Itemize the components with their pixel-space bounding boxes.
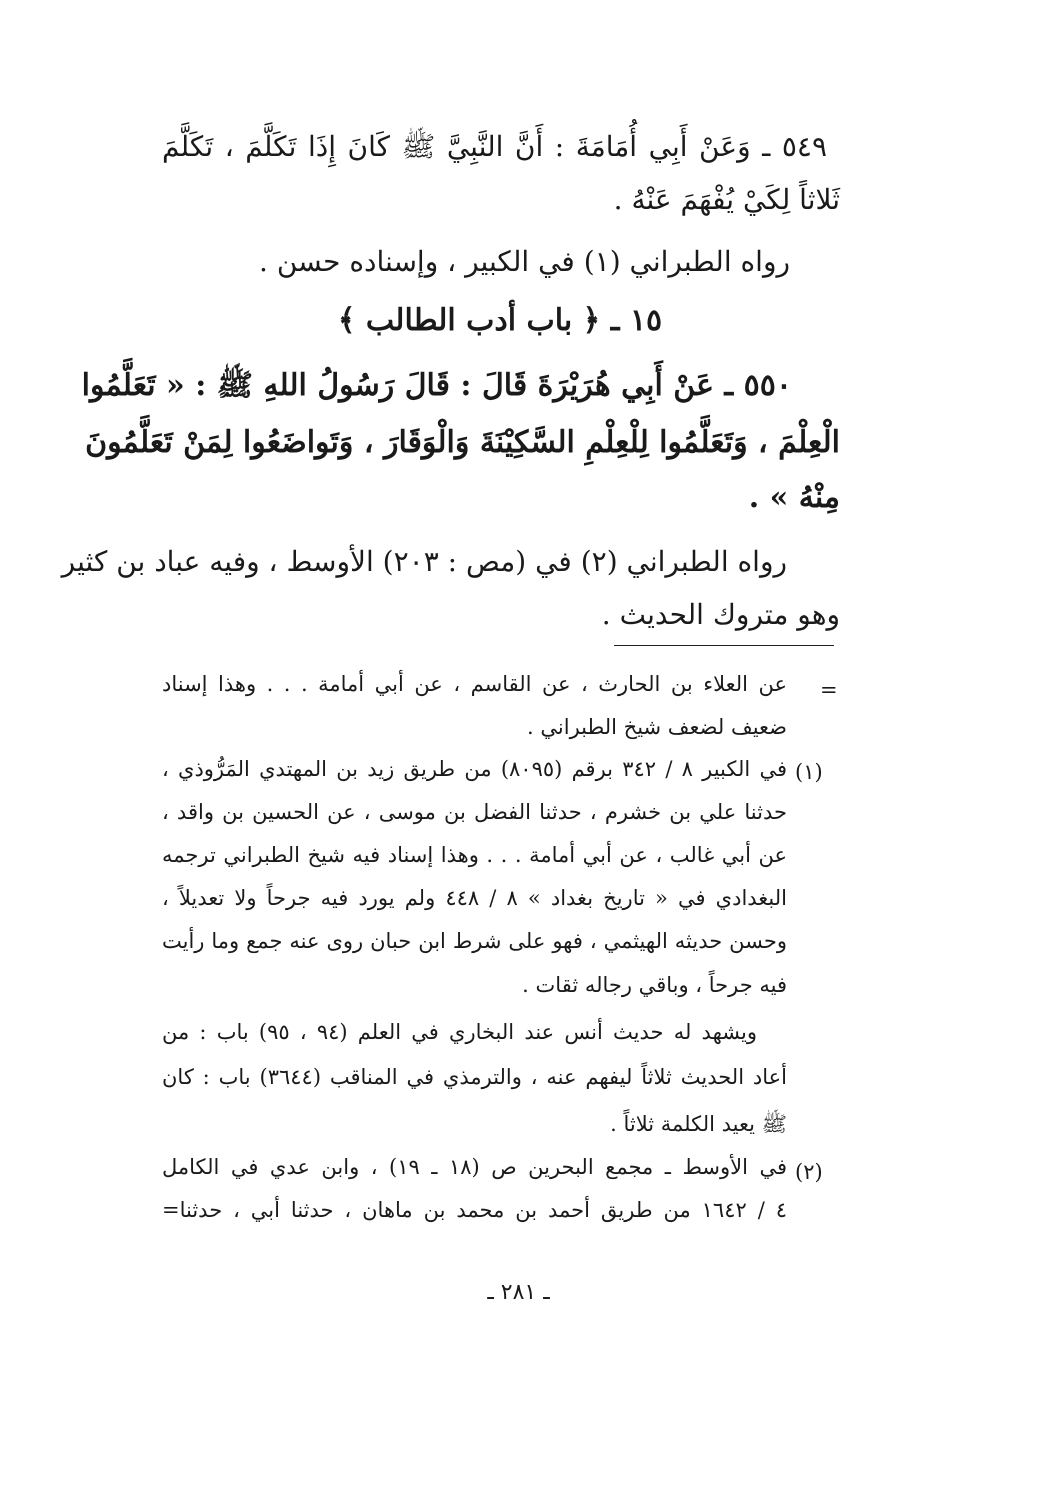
footnote-continuation-marker: = [820,678,838,702]
hadith-549-line-2: ثَلاثاً لِكَيْ يُفْهَمَ عَنْهُ . [613,183,840,216]
footnote-2-line-1: في الأوسط ـ مجمع البحرين ص (١٨ ـ ١٩) ، وابن عدي في الكامل [162,1155,787,1179]
footnote-1-line-4: البغدادي في « تاريخ بغداد » ٨ / ٤٤٨ ولم يورد فيه جرحاً ولا تعديلاً ، [162,886,788,910]
footnote-2-marker: (٢) [795,1160,823,1184]
footnote-1-line-8: أعاد الحديث ثلاثاً ليفهم عنه ، والترمذي في المناقب (٣٦٤٤) باب : كان [162,1065,788,1089]
hadith-550-narration-line-2: وهو متروك الحديث . [601,598,840,631]
footnote-2-line-2: ٤ / ١٦٤٢ من طريق أحمد بن محمد بن ماهان ، حدثنا أبي ، حدثنا= [162,1198,787,1222]
page-number: ـ ٢٨١ ـ [487,1280,550,1305]
footnote-1-line-2: حدثنا علي بن خشرم ، حدثنا الفضل بن موسى ، عن الحسين بن واقد ، [162,800,787,824]
hadith-549-narration: رواه الطبراني (١) في الكبير ، وإسناده حسن . [259,245,790,278]
footnote-1-line-6: فيه جرحاً ، وباقي رجاله ثقات . [522,973,787,997]
footnote-1-line-5: وحسن حديثه الهيثمي ، فهو على شرط ابن حبان روى عنه جمع وما رأيت [162,929,787,953]
hadith-550-line-2: الْعِلْمَ ، وَتَعَلَّمُوا لِلْعِلْمِ السَّكِيْنَةَ وَالْوَقَارَ ، وَتَواضَعُوا لِمَنْ تَعَلَّمُونَ [85,425,840,460]
hadith-550-line-3: مِنْهُ » . [748,480,840,515]
hadith-550-line-1: ٥٥٠ ـ عَنْ أَبِي هُرَيْرَةَ قَالَ : قَالَ رَسُولُ اللهِ ﷺ : « تَعَلَّمُوا [81,368,792,403]
footnote-1-line-1: في الكبير ٨ / ٣٤٢ برقم (٨٠٩٥) من طريق زيد بن المهتدي المَرُّوذي ، [162,757,787,781]
footnote-continuation-line-1: عن العلاء بن الحارث ، عن القاسم ، عن أبي أمامة . . . وهذا إسناد [162,672,787,696]
footnote-separator [614,645,834,646]
footnote-1-line-3: عن أبي غالب ، عن أبي أمامة . . . وهذا إسناد فيه شيخ الطبراني ترجمه [162,843,787,867]
hadith-550-narration-line-1: رواه الطبراني (٢) في (مص : ٢٠٣) الأوسط ، وفيه عباد بن كثير [61,545,787,578]
footnote-continuation-line-2: ضعيف لضعف شيخ الطبراني . [527,715,787,739]
footnote-1-marker: (١) [795,760,823,784]
footnote-1-line-9: ﷺ يعيد الكلمة ثلاثاً . [610,1112,787,1136]
hadith-549-line-1: ٥٤٩ ـ وَعَنْ أَبِي أُمَامَةَ : أَنَّ النَّبِيَّ ﷺ كَانَ إِذَا تَكَلَّمَ ، تَكَلَّمَ [162,130,827,163]
chapter-heading: ١٥ ـ ﴿ باب أدب الطالب ﴾ [337,303,663,338]
footnote-1-line-7: ويشهد له حديث أنس عند البخاري في العلم (٩٤ ، ٩٥) باب : من [162,1020,757,1044]
